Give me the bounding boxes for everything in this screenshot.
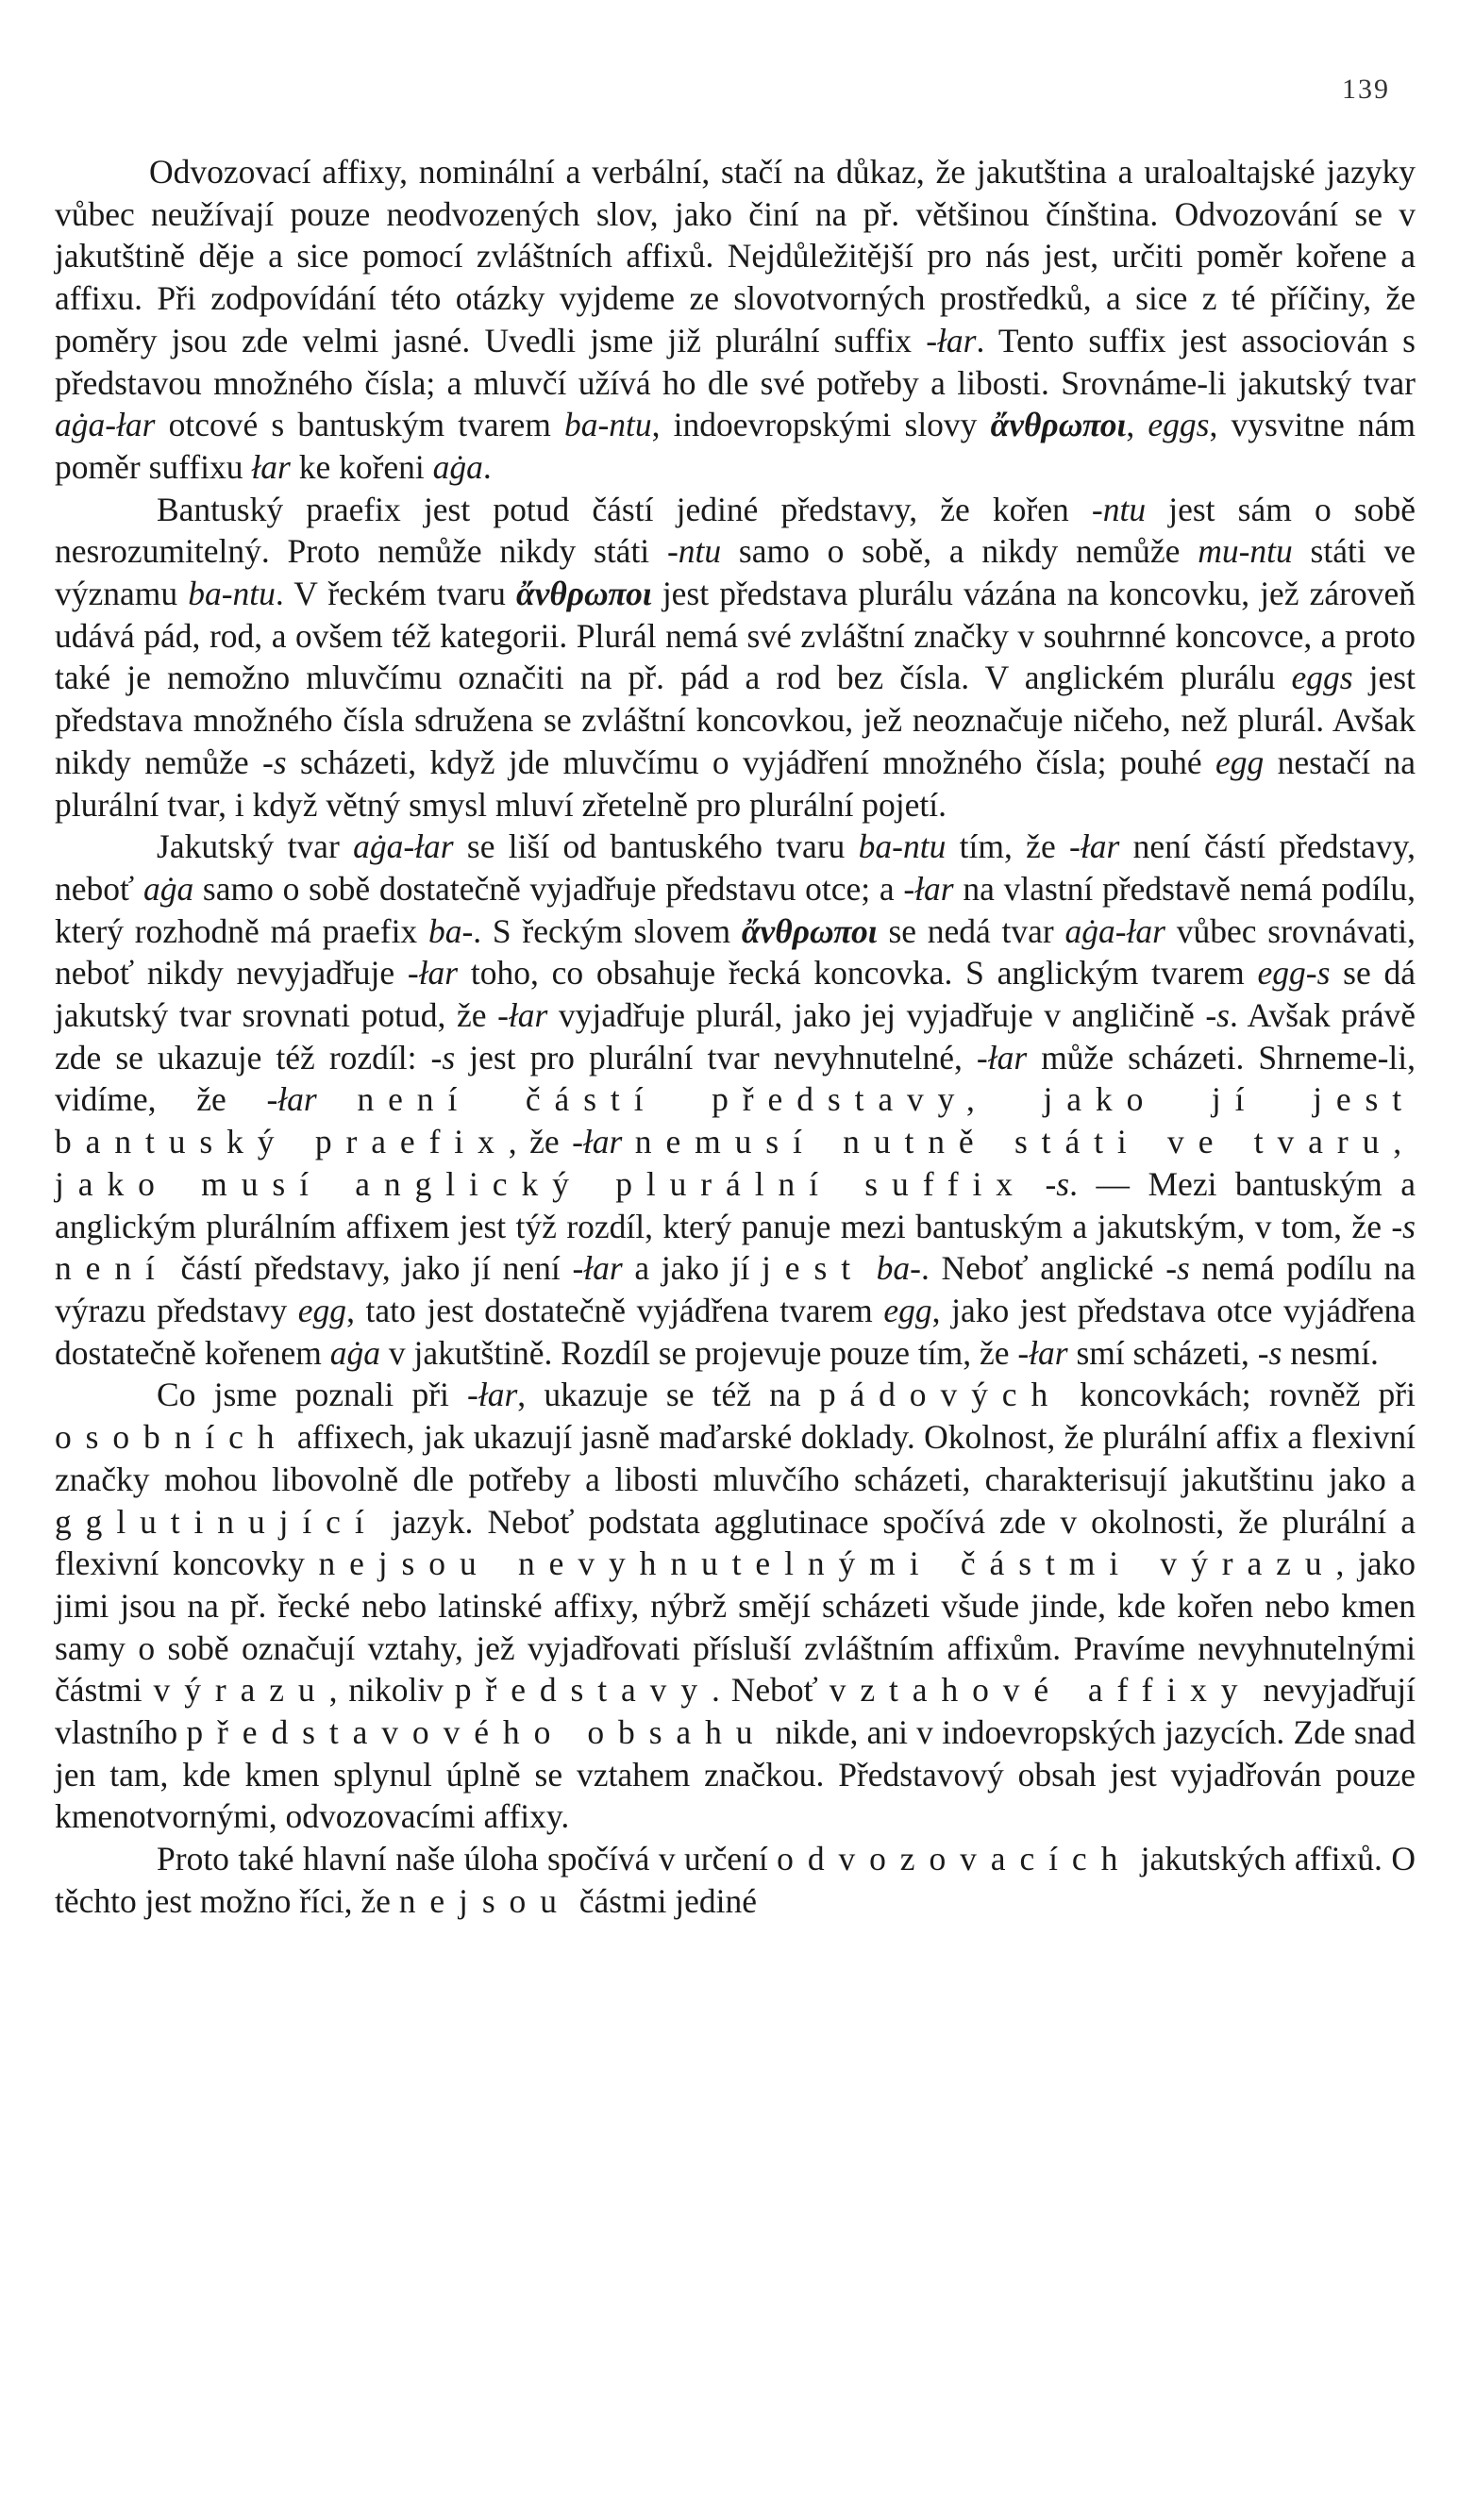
paragraph	[55, 489, 1416, 826]
text-run: nikde, ani v indoevropských jazycích. Zde snad jen tam, kde kmen splynul úplně se vztahem značkou. Představový obsah jest vyjadřován pouze kmenotvornými, odvozovacími affixy.	[55, 1713, 1416, 1836]
text-run: jakutských affixů. O těchto jest možno říci, že	[55, 1840, 1416, 1920]
paragraph	[55, 1838, 1416, 1922]
text-run: jest představa plurálu vázána na koncovku, jež zároveň udává pád, rod, a ovšem též kategorii. Plurál nemá své zvláštní značky v souhrnné koncovce, a proto také je nemožno mluvčímu označiti na př. pád a rod bez čísla. V anglickém plurálu	[55, 575, 1416, 697]
italic-term: -s	[261, 743, 287, 781]
italic-term: łar	[251, 447, 291, 486]
text-run: . V řeckém tvaru	[275, 575, 516, 613]
text-run: smí scházeti,	[1067, 1333, 1258, 1372]
text-run	[317, 1080, 358, 1118]
text-run: , ukazuje se též na	[517, 1376, 819, 1414]
italic-term: -łar	[467, 1376, 518, 1414]
text-run: affixech, jak ukazují jasně maďarské doklady. Okolnost, že plurální affix a flexivní značky mohou libovolně dle potřeby a libosti mluvčího scházeti, charakterisují jakutštinu jako a	[55, 1418, 1416, 1498]
italic-term: aġa-łar	[1064, 911, 1165, 950]
spaced-emphasis: jest	[762, 1249, 864, 1288]
italic-term: eggs	[1291, 659, 1353, 697]
text-run: není částí představy, neboť	[55, 827, 1416, 908]
text-run: nestačí na plurální tvar, i když větný smysl mluví zřetelně pro plurální pojetí.	[55, 743, 1416, 824]
spaced-emphasis: gglutinující	[55, 1502, 378, 1541]
italic-term: mu-ntu	[1198, 532, 1293, 571]
spaced-emphasis: výrazu	[153, 1671, 329, 1710]
text-run: , nikoliv	[328, 1671, 455, 1710]
text-run: jest sám o sobě nesrozumitelný. Proto nemůže nikdy státi	[55, 490, 1416, 571]
text-run: nesmí.	[1282, 1333, 1379, 1372]
italic-term: egg	[1215, 743, 1265, 781]
text-run: .	[482, 447, 492, 486]
italic-term: -łar	[903, 869, 954, 908]
greek-word: ἄνθρωποι	[515, 575, 652, 613]
text-run: Bantuský praefix jest potud částí jediné představy, že kořen	[157, 490, 1092, 528]
greek-word: ἄνθρωποι	[990, 406, 1127, 444]
text-run: na vlastní představě nemá podílu, který rozhodně má praefix	[55, 869, 1416, 950]
italic-term: -ntu	[1091, 490, 1147, 528]
text-run: samo o sobě, a nikdy nemůže	[721, 532, 1198, 571]
text-run: částí představy, jako jí není	[168, 1249, 573, 1288]
greek-word: ἄνθρωποι	[741, 911, 878, 950]
text-run: v jakutštině. Rozdíl se projevuje pouze tím, že	[380, 1333, 1018, 1372]
italic-term: -ntu	[666, 532, 722, 571]
italic-term: ba-ntu	[563, 406, 652, 444]
italic-term: -łar	[572, 1249, 623, 1288]
text-run: nevyjadřují vlastního	[55, 1671, 1416, 1752]
text-run: . Neboť anglické	[921, 1249, 1166, 1288]
text-run: se liší od bantuského tvaru	[453, 827, 859, 866]
italic-term: -s	[1391, 1207, 1416, 1245]
spaced-emphasis: představového obsahu	[186, 1713, 767, 1752]
italic-term: -łar	[1017, 1333, 1068, 1372]
text-run: . S řeckým slovem	[473, 911, 742, 950]
italic-term: -łar	[266, 1080, 317, 1119]
spaced-emphasis: nemusí nutně státi ve tvaru, jako musí anglický plurální suffix	[55, 1123, 1416, 1203]
text-run: vyjadřuje plurál, jako jej vyjadřuje v angličině	[547, 996, 1206, 1035]
text-run	[1027, 1165, 1046, 1203]
text-run: nemá podílu na výrazu představy	[55, 1249, 1416, 1329]
spaced-emphasis: odvozovacích	[777, 1840, 1132, 1878]
italic-term: -s	[1045, 1164, 1070, 1203]
italic-term: aġa	[432, 447, 483, 486]
text-run: . Neboť	[712, 1671, 830, 1710]
text-run: , tato jest dostatečně vyjádřena tvarem	[346, 1291, 884, 1329]
text-run: otcové s bantuským tvarem	[155, 406, 564, 444]
italic-term: -s	[430, 1038, 456, 1076]
text-run: se nedá tvar	[877, 911, 1065, 950]
italic-term: egg	[883, 1291, 932, 1329]
italic-term: -łar	[572, 1123, 623, 1161]
text-run: . Tento suffix jest associován s představou množného čísla; a mluvčí užívá ho dle své potřeby a libosti. Srovnáme-li jakutský tvar	[55, 321, 1416, 402]
text-run: jest představa množného čísla sdružena se zvláštní koncovkou, jež neoznačuje ničeho, než plurál. Avšak nikdy nemůže	[55, 659, 1416, 781]
text-run: koncovkách; rovněž při	[1062, 1376, 1416, 1414]
text-run: , vysvitne nám poměr suffixu	[55, 406, 1416, 486]
text-run: Jakutský tvar	[157, 827, 354, 866]
spaced-emphasis: představy	[454, 1671, 712, 1710]
text-run: jazyk. Neboť podstata agglutinace spočívá zde v okolnosti, že plurální a flexivní koncovky	[55, 1502, 1416, 1583]
text-run: státi ve významu	[55, 532, 1416, 613]
paragraph	[55, 1374, 1416, 1838]
text-run	[622, 1123, 634, 1160]
paragraph	[55, 151, 1416, 489]
text-run: tím, že	[946, 827, 1070, 866]
italic-term: ba-ntu	[188, 575, 276, 613]
italic-term: -łar	[976, 1038, 1028, 1076]
italic-term: -s	[1165, 1249, 1190, 1288]
italic-term: ba-	[876, 1249, 921, 1288]
italic-term: aġa	[142, 869, 194, 908]
italic-term: -łar	[497, 996, 548, 1035]
italic-term: -łar	[407, 954, 459, 993]
text-run: může scházeti. Shrneme-li, vidíme, že	[55, 1038, 1416, 1119]
paragraph	[55, 826, 1416, 1374]
text-run: , indoevropskými slovy	[651, 406, 991, 444]
italic-term: egg-s	[1257, 954, 1331, 993]
text-run: Odvozovací affixy, nominální a verbální, stačí na důkaz, že jakutština a uraloaltajské jazyky vůbec neužívají pouze neodvozených slov, jako činí na př. většinou čínština. Odvozování se v jakutštině děje a sice pomocí zvláštních affixů. Nejdůležitější pro nás jest, určiti poměr kořene a affixu. Při zodpovídání této otázky vyjdeme ze slovotvorných prostředků, a sice z té příčiny, že poměry jsou zde velmi jasné. Uvedli jsme již plurální suffix	[55, 153, 1416, 359]
italic-term: aġa-łar	[55, 406, 156, 444]
text-run: částmi jediné	[570, 1881, 758, 1920]
text-run: , jako jest představa otce vyjádřena dostatečně kořenem	[55, 1291, 1416, 1372]
italic-term: -s	[1257, 1333, 1282, 1372]
spaced-emphasis: vztahové affixy	[829, 1671, 1252, 1710]
text-run: toho, co obsahuje řecká koncovka. S anglickým tvarem	[458, 954, 1258, 993]
italic-term: aġa	[329, 1333, 381, 1372]
text-run: , jako jimi jsou na př. řecké nebo latinské affixy, nýbrž smějí scházeti všude jinde, kde kořen nebo kmen samy o sobě označují vztahy, jež vyjadřovati přísluší zvláštním affixům. Pravíme nevyhnutelnými částmi	[55, 1544, 1416, 1710]
text-run: se dá jakutský tvar srovnati potud, že	[55, 954, 1416, 1035]
text-run	[864, 1249, 877, 1287]
text-run: . — Mezi bantuským a anglickým plurálním affixem jest týž rozdíl, který panuje mezi bantuským a jakutským, v tom, že	[55, 1164, 1416, 1245]
italic-term: egg	[297, 1291, 347, 1329]
spaced-emphasis: nejsou	[398, 1881, 571, 1920]
text-run: jest pro plurální tvar nevyhnutelné,	[455, 1038, 977, 1076]
body-text	[55, 151, 1416, 1923]
italic-term: -łar	[926, 321, 977, 359]
text-run: vůbec srovnávati, neboť nikdy nevyjadřuje	[55, 911, 1416, 993]
italic-term: ba-ntu	[858, 827, 947, 866]
text-run: ,	[1126, 406, 1148, 444]
text-run: , že	[508, 1123, 573, 1161]
text-run: scházeti, když jde mluvčímu o vyjádření množného čísla; pouhé	[286, 743, 1215, 781]
text-run: . Avšak právě zde se ukazuje též rozdíl:	[55, 996, 1416, 1076]
text-run: ke kořeni	[290, 447, 433, 486]
text-run: samo o sobě dostatečně vyjadřuje představu otce; a	[193, 869, 904, 908]
italic-term: -łar	[1069, 827, 1120, 866]
italic-term: -s	[1205, 996, 1230, 1035]
italic-term: aġa-łar	[353, 827, 454, 866]
page-number: 139	[1342, 74, 1390, 105]
spaced-emphasis: osobních	[55, 1418, 289, 1457]
italic-term: eggs	[1148, 406, 1210, 444]
text-run: a jako jí	[622, 1249, 763, 1288]
spaced-emphasis: není	[55, 1249, 169, 1288]
spaced-emphasis: nejsou nevyhnutelnými částmi výrazu	[318, 1544, 1336, 1583]
italic-term: ba-	[427, 911, 474, 950]
text-run: Proto také hlavní naše úloha spočívá v určení	[157, 1840, 778, 1878]
text-run: Co jsme poznali při	[157, 1376, 468, 1414]
spaced-emphasis: pádových	[818, 1376, 1063, 1414]
spaced-emphasis: není částí představy, jako jí jest bantuský praefix	[55, 1080, 1416, 1161]
